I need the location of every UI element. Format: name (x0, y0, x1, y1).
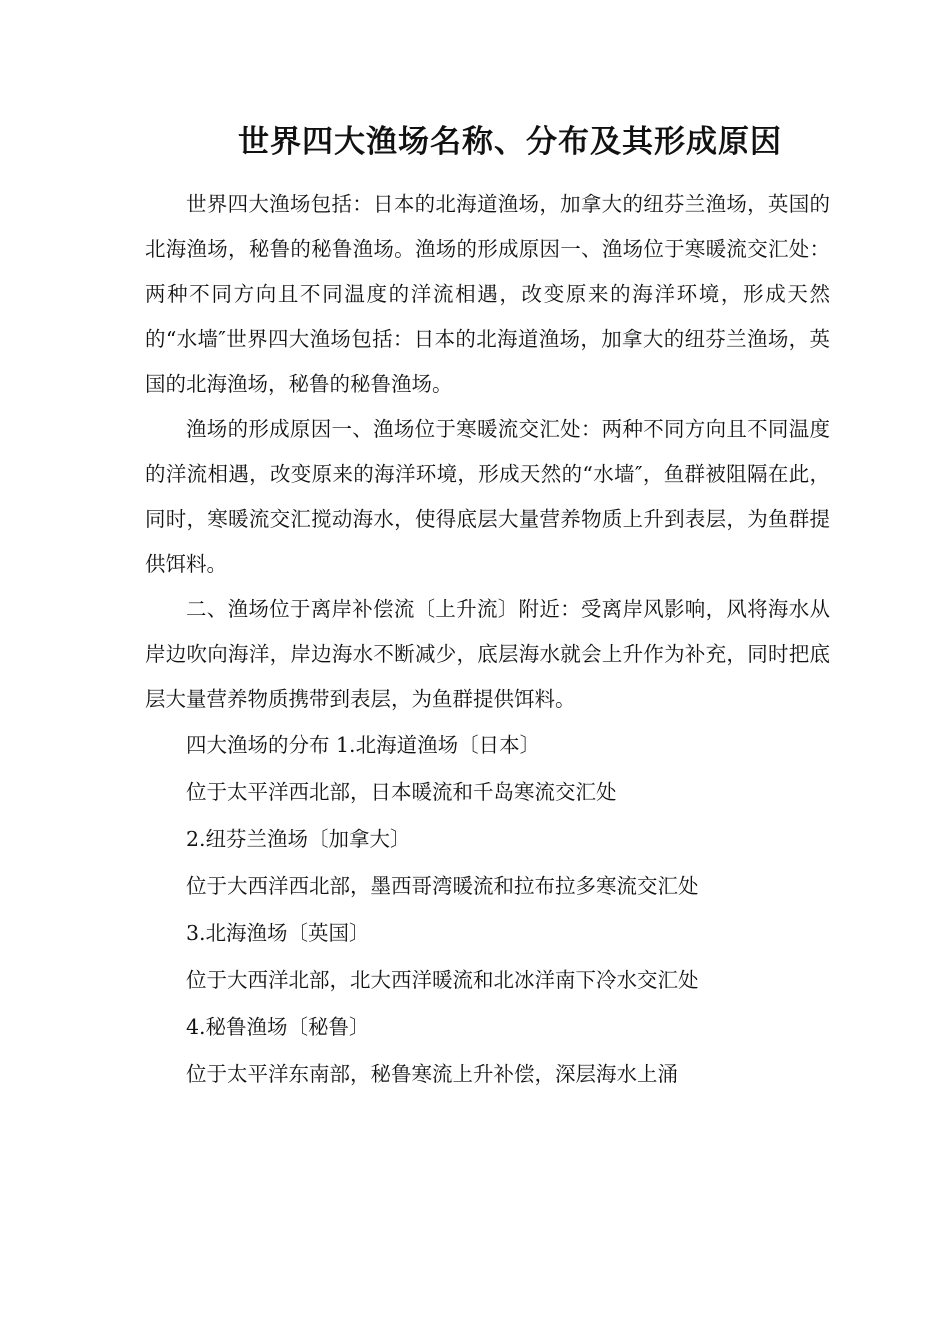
page-title: 世界四大渔场名称、分布及其形成原因 (238, 124, 782, 160)
paragraph-intro: 世界四大渔场包括：日本的北海道渔场，加拿大的纽芬兰渔场，英国的北海渔场，秘鲁的秘鲁渔场。渔场的形成原因一、渔场位于寒暖流交汇处：两种不同方向且不同温度的洋流相遇，改变原来的海洋环境，形成天然的“水墙″世界四大渔场包括：日本的北海道渔场，加拿大的纽芬兰渔场，英国的北海渔场，秘鲁的秘鲁渔场。 (145, 192, 830, 396)
distribution-desc-peru: 位于太平洋东南部，秘鲁寒流上升补偿，深层海水上涌 (186, 1062, 678, 1086)
distribution-heading: 四大渔场的分布 1.北海道渔场〔日本〕 (186, 733, 541, 757)
distribution-desc-newfoundland: 位于大西洋西北部，墨西哥湾暖流和拉布拉多寒流交汇处 (186, 874, 699, 898)
distribution-item-north-sea: 3.北海渔场〔英国〕 (186, 921, 370, 945)
distribution-desc-hokkaido: 位于太平洋西北部，日本暖流和千岛寒流交汇处 (186, 780, 617, 804)
document-body (145, 182, 830, 1098)
paragraph-cause-two: 二、渔场位于离岸补偿流〔上升流〕附近：受离岸风影响，风将海水从岸边吹向海洋，岸边海水不断减少，底层海水就会上升作为补充，同时把底层大量营养物质携带到表层，为鱼群提供饵料。 (145, 597, 830, 711)
distribution-desc-north-sea: 位于大西洋北部，北大西洋暖流和北冰洋南下冷水交汇处 (186, 968, 699, 992)
distribution-item-newfoundland: 2.纽芬兰渔场〔加拿大〕 (186, 827, 411, 851)
paragraph-cause-one: 渔场的形成原因一、渔场位于寒暖流交汇处：两种不同方向且不同温度的洋流相遇，改变原来的海洋环境，形成天然的“水墙″，鱼群被阻隔在此，同时，寒暖流交汇搅动海水，使得底层大量营养物质上升到表层，为鱼群提供饵料。 (145, 417, 830, 576)
distribution-item-peru: 4.秘鲁渔场〔秘鲁〕 (186, 1015, 370, 1039)
